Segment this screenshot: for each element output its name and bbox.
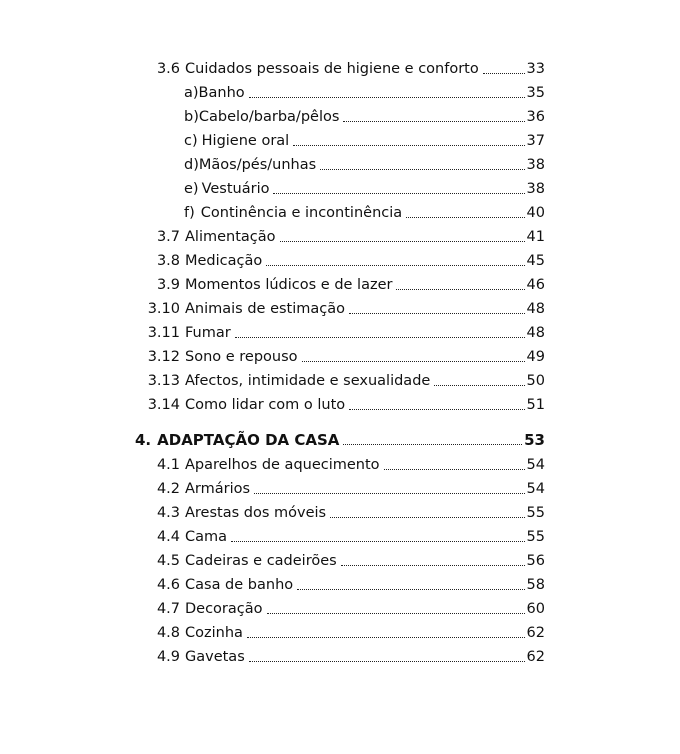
dot-leader xyxy=(343,120,524,122)
toc-page-number: 38 xyxy=(526,181,545,197)
toc-entry xyxy=(135,344,545,366)
toc-entry xyxy=(135,248,545,270)
toc-entry xyxy=(135,572,545,594)
toc-page-number: 62 xyxy=(526,649,545,665)
toc-title: Cadeiras e cadeirões xyxy=(185,553,337,569)
toc-page-number: 40 xyxy=(526,205,545,221)
toc-entry xyxy=(135,644,545,666)
dot-leader xyxy=(267,612,525,614)
toc-entry xyxy=(135,368,545,390)
toc-title: Sono e repouso xyxy=(185,349,298,365)
toc-number: 3.6 xyxy=(156,61,180,77)
toc-subentry xyxy=(184,152,545,174)
dot-leader xyxy=(302,360,525,362)
toc-entry xyxy=(135,476,545,498)
toc-subentry xyxy=(184,200,545,222)
dot-leader xyxy=(249,660,525,662)
toc-page-number: 46 xyxy=(526,277,545,293)
toc-number: 3.13 xyxy=(147,373,180,389)
toc-page-number: 50 xyxy=(526,373,545,389)
dot-leader xyxy=(483,72,525,74)
toc-entry xyxy=(135,524,545,546)
toc-number: 4.5 xyxy=(156,553,180,569)
dot-leader xyxy=(297,588,524,590)
dot-leader xyxy=(320,168,524,170)
toc-number: d) xyxy=(184,157,199,173)
toc-title: Vestuário xyxy=(201,181,270,197)
toc-entry xyxy=(135,452,545,474)
dot-leader xyxy=(273,192,524,194)
toc-number: 3.11 xyxy=(147,325,180,341)
toc-title: Aparelhos de aquecimento xyxy=(185,457,380,473)
toc-number: 3.9 xyxy=(156,277,180,293)
toc-page-number: 58 xyxy=(526,577,545,593)
dot-leader xyxy=(349,408,524,410)
toc-subentry xyxy=(184,104,545,126)
toc-title: Casa de banho xyxy=(185,577,294,593)
toc-chapter-entry xyxy=(135,427,545,449)
toc-number: a) xyxy=(184,85,199,101)
toc-subentry xyxy=(184,176,545,198)
toc-number: 4.2 xyxy=(156,481,180,497)
toc-page-number: 41 xyxy=(526,229,545,245)
toc-number: c) xyxy=(184,133,198,149)
toc-number: 3.10 xyxy=(147,301,180,317)
toc-title: Fumar xyxy=(185,325,231,341)
toc-number: 4.1 xyxy=(156,457,180,473)
toc-title: Alimentação xyxy=(185,229,276,245)
toc-entry xyxy=(135,320,545,342)
dot-leader xyxy=(254,492,524,494)
dot-leader xyxy=(235,336,525,338)
toc-page-number: 48 xyxy=(526,325,545,341)
dot-leader xyxy=(396,288,524,290)
toc-title: Animais de estimação xyxy=(185,301,346,317)
dot-leader xyxy=(341,564,525,566)
toc-page-number: 62 xyxy=(526,625,545,641)
toc-title: Como lidar com o luto xyxy=(185,397,346,413)
toc-title: Higiene oral xyxy=(201,133,290,149)
toc-number: 4.8 xyxy=(156,625,180,641)
dot-leader xyxy=(231,540,525,542)
toc-page-number: 48 xyxy=(526,301,545,317)
toc-entry xyxy=(135,224,545,246)
dot-leader xyxy=(434,384,524,386)
dot-leader xyxy=(343,443,522,445)
dot-leader xyxy=(384,468,525,470)
dot-leader xyxy=(247,636,525,638)
dot-leader xyxy=(330,516,524,518)
toc-number: 3.12 xyxy=(147,349,180,365)
toc-number: 4.9 xyxy=(156,649,180,665)
toc-page-number: 36 xyxy=(526,109,545,125)
dot-leader xyxy=(349,312,525,314)
toc-page-number: 55 xyxy=(526,529,545,545)
toc-number: 4.4 xyxy=(156,529,180,545)
toc-title: Banho xyxy=(198,85,245,101)
toc-number: f) xyxy=(184,205,195,221)
toc-page-number: 55 xyxy=(526,505,545,521)
toc-number: 3.14 xyxy=(147,397,180,413)
toc-title: Continência e incontinência xyxy=(200,205,403,221)
toc-page-number: 54 xyxy=(526,457,545,473)
toc-page-number: 38 xyxy=(526,157,545,173)
toc-number: 4.7 xyxy=(156,601,180,617)
toc-page-number: 49 xyxy=(526,349,545,365)
toc-title: Cozinha xyxy=(185,625,243,641)
toc-page-number: 37 xyxy=(526,133,545,149)
toc-page-number: 35 xyxy=(526,85,545,101)
toc-number: 3.8 xyxy=(156,253,180,269)
toc-chapter-number: 4. xyxy=(135,431,152,449)
toc-title: Medicação xyxy=(185,253,263,269)
toc-page-number: 53 xyxy=(524,431,545,449)
dot-leader xyxy=(406,216,524,218)
toc-title: Cabelo/barba/pêlos xyxy=(198,109,340,125)
toc-page-number: 54 xyxy=(526,481,545,497)
toc-subentry xyxy=(184,80,545,102)
toc-title: Afectos, intimidade e sexualidade xyxy=(185,373,431,389)
toc-number: 3.7 xyxy=(156,229,180,245)
toc-number: b) xyxy=(184,109,199,125)
toc-title: Mãos/pés/unhas xyxy=(198,157,317,173)
dot-leader xyxy=(266,264,524,266)
toc-chapter-title: ADAPTAÇÃO DA CASA xyxy=(157,431,340,449)
toc-entry xyxy=(135,500,545,522)
toc-title: Gavetas xyxy=(185,649,245,665)
toc-title: Cuidados pessoais de higiene e conforto xyxy=(185,61,479,77)
toc-subentry xyxy=(184,128,545,150)
dot-leader xyxy=(249,96,525,98)
dot-leader xyxy=(280,240,525,242)
toc-entry xyxy=(135,392,545,414)
dot-leader xyxy=(293,144,524,146)
toc-page-number: 45 xyxy=(526,253,545,269)
toc-entry xyxy=(135,272,545,294)
toc-entry xyxy=(135,56,545,78)
toc-title: Decoração xyxy=(185,601,263,617)
toc-title: Armários xyxy=(185,481,251,497)
toc-number: 4.3 xyxy=(156,505,180,521)
toc-title: Arestas dos móveis xyxy=(185,505,327,521)
toc-number: 4.6 xyxy=(156,577,180,593)
toc-page-number: 56 xyxy=(526,553,545,569)
toc-entry xyxy=(135,596,545,618)
toc-entry xyxy=(135,296,545,318)
toc-title: Momentos lúdicos e de lazer xyxy=(185,277,393,293)
toc-page-number: 51 xyxy=(526,397,545,413)
toc-page-number: 60 xyxy=(526,601,545,617)
toc-title: Cama xyxy=(185,529,228,545)
toc-entry xyxy=(135,548,545,570)
toc-number: e) xyxy=(184,181,199,197)
toc-entry xyxy=(135,620,545,642)
toc-page-number: 33 xyxy=(526,61,545,77)
